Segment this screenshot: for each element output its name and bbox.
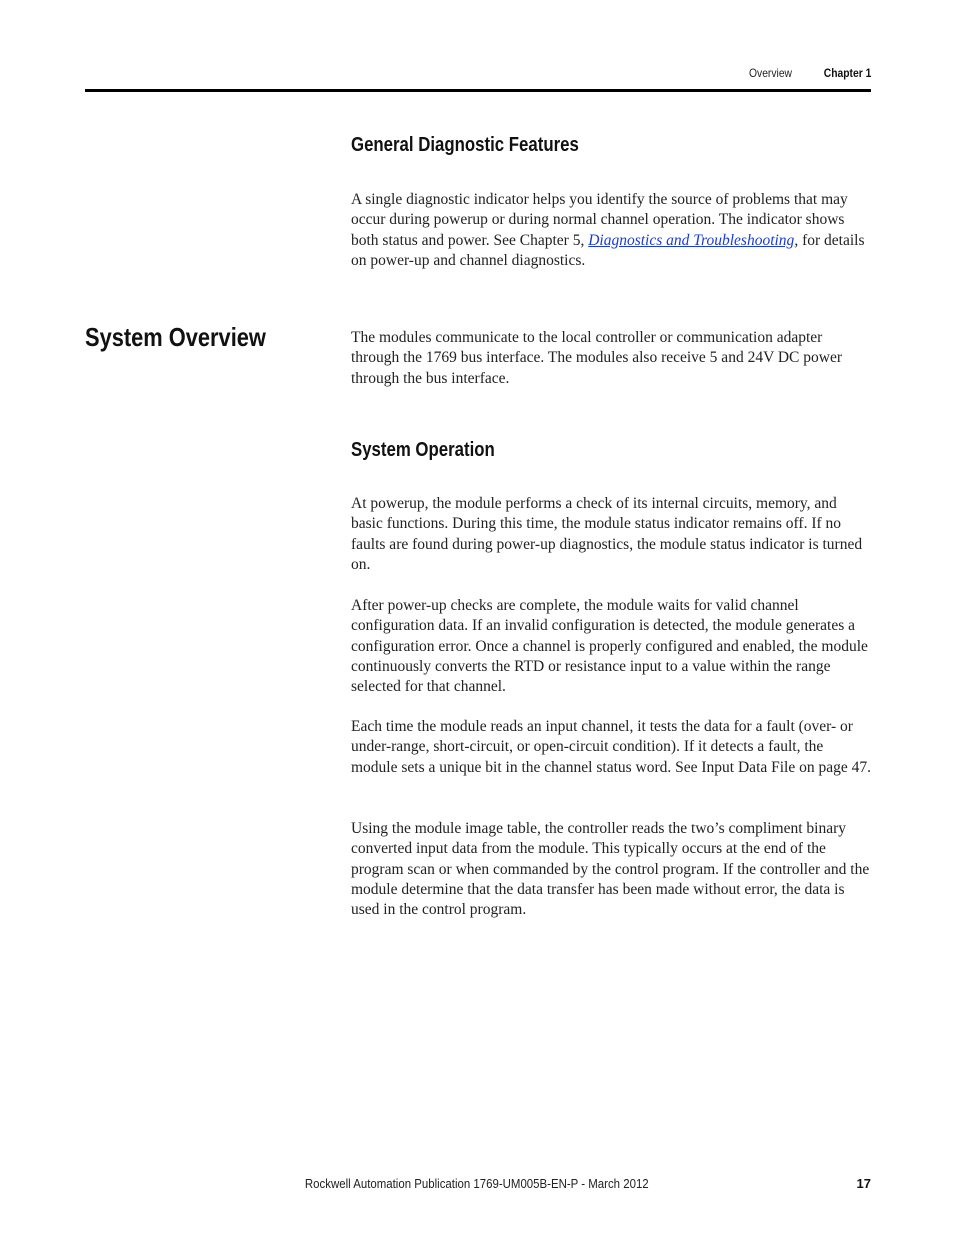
- running-header-section: Overview: [748, 66, 792, 80]
- footer-page-number: 17: [856, 1176, 871, 1191]
- heading-general-diagnostic-features: General Diagnostic Features: [351, 134, 579, 156]
- header-rule: [85, 89, 871, 92]
- paragraph-system-operation-3: Each time the module reads an input channel, it tests the data for a fault (over- or under-range, short-circuit, or open-circuit condition). If it detects a fault, the module sets a unique bit in the channel status word. See Input Data File on page 47.: [351, 718, 871, 776]
- running-header-chapter: Chapter 1: [823, 66, 871, 80]
- paragraph-system-overview: The modules communicate to the local controller or communication adapter through the 1769 bus interface. The modules also receive 5 and 24V DC power through the bus interface.: [351, 329, 842, 387]
- footer-publication: Rockwell Automation Publication 1769-UM005B-EN-P - March 2012: [305, 1176, 649, 1191]
- paragraph-system-operation-4: Using the module image table, the controller reads the two’s compliment binary converted input data from the module. This typically occurs at the end of the program scan or when commanded by the control program. If the controller and the module determine that the data transfer has been made without error, the data is used in the control program.: [351, 820, 870, 919]
- diagnostics-troubleshooting-link[interactable]: Diagnostics and Troubleshooting: [588, 231, 795, 249]
- heading-system-overview: System Overview: [85, 322, 266, 352]
- paragraph-system-operation-2: After power-up checks are complete, the module waits for valid channel configuration data. If an invalid configuration is detected, the module generates a configuration error. Once a channel is properly configured and enabled, the module continuously converts the RTD or resistance input to a value within the range selected for that channel.: [351, 597, 868, 696]
- paragraph-text: A single diagnostic indicator helps you identify the source of problems that may occur during powerup or during normal channel operation. The indicator shows both status and power. See Chapter 5,: [351, 191, 848, 249]
- paragraph-text: , for details on power-up and channel diagnostics.: [351, 231, 865, 269]
- paragraph-system-operation-1: At powerup, the module performs a check of its internal circuits, memory, and basic functions. During this time, the module status indicator remains off. If no faults are found during power-up diagnostics, the module status indicator is turned on.: [351, 495, 863, 573]
- paragraph-general-diagnostic: [351, 190, 871, 271]
- heading-system-operation: System Operation: [351, 439, 495, 461]
